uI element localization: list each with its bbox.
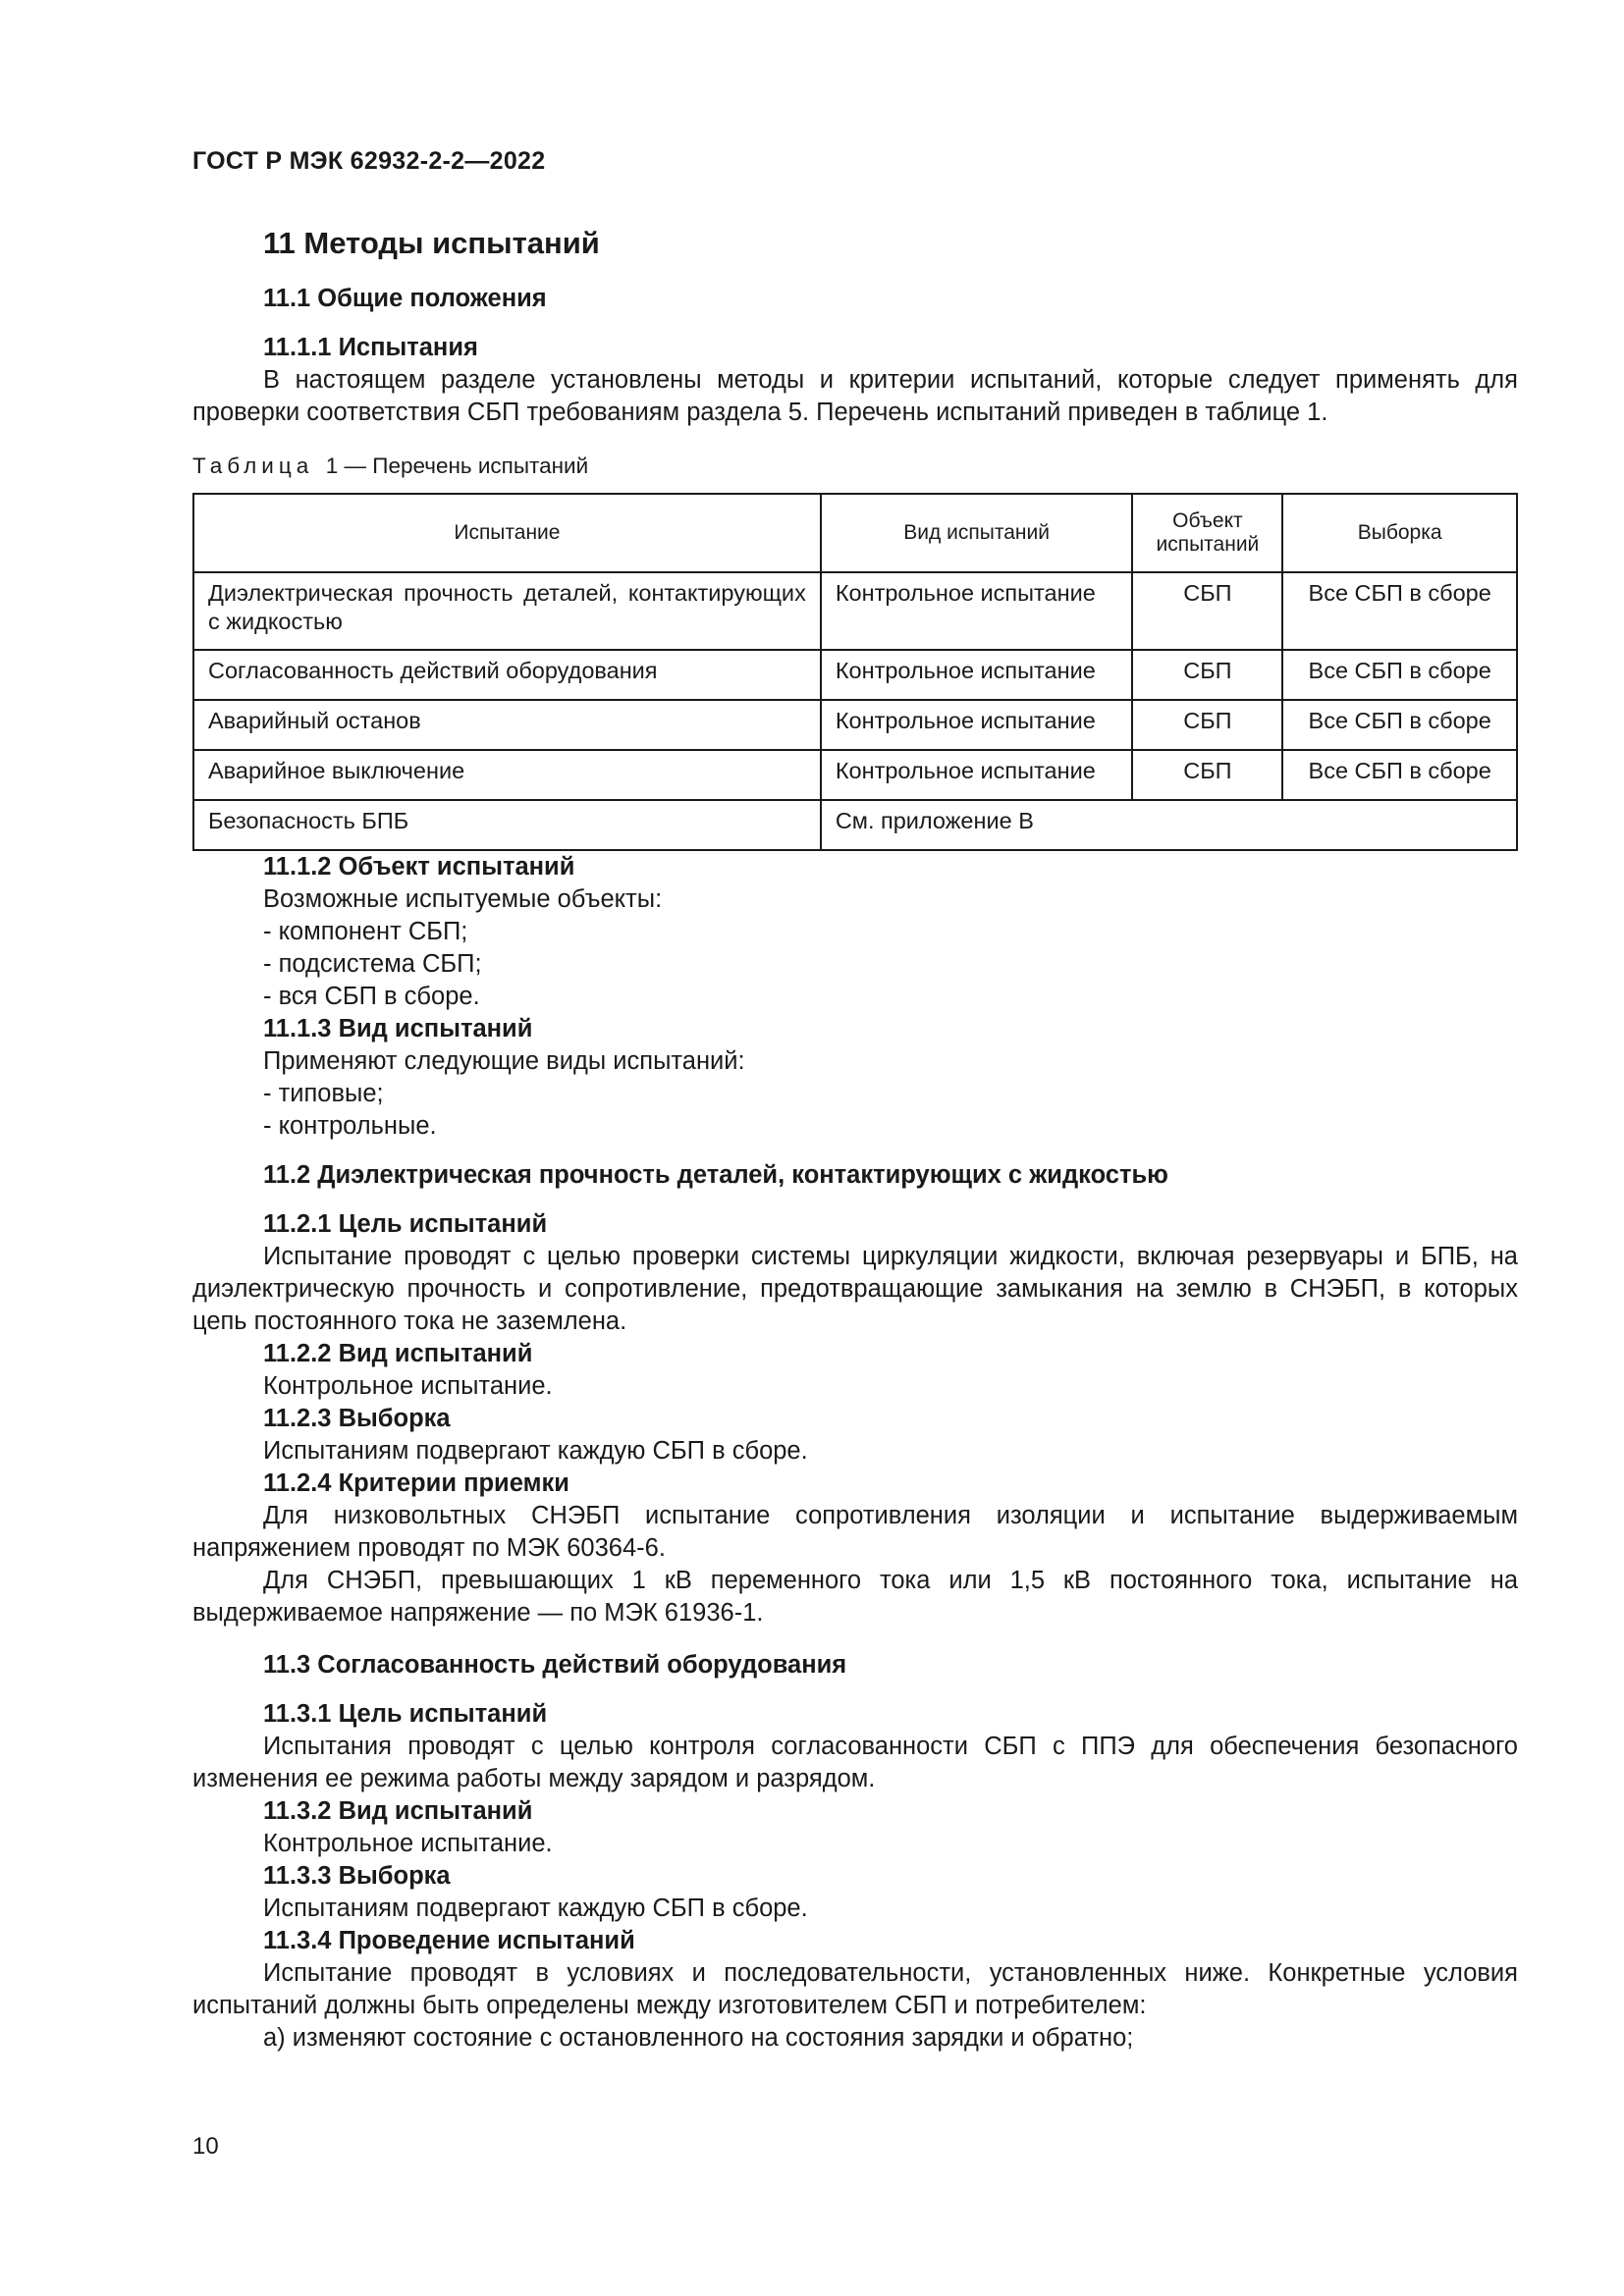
- header-cell: Испытание: [193, 494, 821, 572]
- table-row: [193, 800, 1517, 850]
- table-cell: СБП: [1132, 700, 1282, 750]
- subsection-11-3: [192, 1649, 1518, 1682]
- subsection-title: 11.3 Согласованность действий оборудования: [263, 1651, 847, 1679]
- table-cell: Контрольное испытание: [821, 572, 1133, 650]
- table-caption: [192, 454, 588, 479]
- page-number: 10: [192, 2133, 219, 2160]
- subsection-11-2: [192, 1159, 1518, 1192]
- clause-paragraph: Для низковольтных СНЭБП испытание сопротивления изоляции и испытание выдерживаемым напряжением проводят по МЭК 60364-6.: [192, 1502, 1518, 1562]
- table-caption-text: 1 — Перечень испытаний: [325, 454, 589, 478]
- list-item: - типовые;: [263, 1080, 384, 1107]
- table-caption-word: Таблица: [192, 454, 314, 478]
- clause-paragraph: Применяют следующие виды испытаний:: [263, 1047, 745, 1075]
- table-cell: СБП: [1132, 572, 1282, 650]
- clause-title: 11.2.3 Выборка: [263, 1405, 451, 1432]
- list-item: - контрольные.: [263, 1112, 437, 1140]
- clause-paragraph: Возможные испытуемые объекты:: [263, 885, 663, 913]
- clause-paragraph: Испытание проводят с целью проверки системы циркуляции жидкости, включая резервуары и БПБ, на диэлектрическую прочность и сопротивление, предотвращающие замыкания на землю в СНЭБП, в которых цепь постоянного тока не заземлена.: [192, 1243, 1518, 1335]
- table-row: [193, 572, 1517, 650]
- header-cell: Выборка: [1282, 494, 1517, 572]
- list-item: а) изменяют состояние с остановленного на состояния зарядки и обратно;: [263, 2024, 1134, 2052]
- clause-title: 11.2.4 Критерии приемки: [263, 1469, 569, 1497]
- subsection-11-3-body: [192, 1698, 1518, 2055]
- clause-paragraph: Контрольное испытание.: [263, 1372, 553, 1400]
- clause-title: 11.3.3 Выборка: [263, 1862, 451, 1890]
- clause-title: 11.3.4 Проведение испытаний: [263, 1927, 635, 1954]
- clause-title: 11.2.2 Вид испытаний: [263, 1340, 533, 1367]
- clause-title: 11.1.1 Испытания: [263, 334, 478, 361]
- table-cell: Согласованность действий оборудования: [193, 650, 821, 700]
- table-cell: Диэлектрическая прочность деталей, контактирующих с жидкостью: [193, 572, 821, 650]
- table-cell: СБП: [1132, 650, 1282, 700]
- section-title: 11 Методы испытаний: [263, 226, 600, 260]
- table-cell: Аварийный останов: [193, 700, 821, 750]
- subsection-11-1: [192, 283, 1518, 315]
- table-cell: Аварийное выключение: [193, 750, 821, 800]
- table-cell: СБП: [1132, 750, 1282, 800]
- clause-paragraph: Испытания проводят с целью контроля согласованности СБП с ППЭ для обеспечения безопасного изменения ее режима работы между зарядом и разрядом.: [192, 1733, 1518, 1792]
- clause-title: 11.3.1 Цель испытаний: [263, 1700, 548, 1728]
- subsection-title: 11.2 Диэлектрическая прочность деталей, контактирующих с жидкостью: [263, 1161, 1168, 1189]
- clause-paragraph: Испытаниям подвергают каждую СБП в сборе.: [263, 1437, 808, 1465]
- table-header-row: [193, 494, 1517, 572]
- clause-paragraph: Испытание проводят в условиях и последовательности, установленных ниже. Конкретные условия испытаний должны быть определены между изготовителем СБП и потребителем:: [192, 1959, 1518, 2019]
- clause-paragraph: В настоящем разделе установлены методы и критерии испытаний, которые следует применять для проверки соответствия СБП требованиям раздела 5. Перечень испытаний приведен в таблице 1.: [192, 366, 1518, 426]
- table-cell: Контрольное испытание: [821, 750, 1133, 800]
- list-item: - компонент СБП;: [263, 918, 468, 945]
- subsection-11-1-2: [192, 851, 1518, 1143]
- table-cell: Безопасность БПБ: [193, 800, 821, 850]
- clause-paragraph: Контрольное испытание.: [263, 1830, 553, 1857]
- section-intro: [192, 226, 1518, 261]
- table-cell: Контрольное испытание: [821, 700, 1133, 750]
- header-cell: Объект испытаний: [1132, 494, 1282, 572]
- clause-title: 11.1.3 Вид испытаний: [263, 1015, 533, 1042]
- list-item: - вся СБП в сборе.: [263, 983, 480, 1010]
- table-cell: Все СБП в сборе: [1282, 700, 1517, 750]
- clause-title: 11.3.2 Вид испытаний: [263, 1797, 533, 1825]
- clause-title: 11.2.1 Цель испытаний: [263, 1210, 548, 1238]
- table-cell: Все СБП в сборе: [1282, 750, 1517, 800]
- subsection-11-2-body: [192, 1208, 1518, 1629]
- table-row: [193, 750, 1517, 800]
- tests-table: [192, 493, 1518, 851]
- list-item: - подсистема СБП;: [263, 950, 482, 978]
- subsection-title: 11.1 Общие положения: [263, 285, 547, 312]
- standard-header: ГОСТ Р МЭК 62932-2-2—2022: [192, 147, 546, 175]
- subsection-11-1-1: [192, 332, 1518, 429]
- table-cell: Все СБП в сборе: [1282, 650, 1517, 700]
- table-row: [193, 700, 1517, 750]
- clause-paragraph: Испытаниям подвергают каждую СБП в сборе.: [263, 1895, 808, 1922]
- clause-title: 11.1.2 Объект испытаний: [263, 853, 575, 881]
- clause-paragraph: Для СНЭБП, превышающих 1 кВ переменного тока или 1,5 кВ постоянного тока, испытание на выдерживаемое напряжение — по МЭК 61936-1.: [192, 1567, 1518, 1627]
- table-cell: Контрольное испытание: [821, 650, 1133, 700]
- table-cell-merged: См. приложение В: [821, 800, 1517, 850]
- table-row: [193, 650, 1517, 700]
- header-cell: Вид испытаний: [821, 494, 1133, 572]
- table-cell: Все СБП в сборе: [1282, 572, 1517, 650]
